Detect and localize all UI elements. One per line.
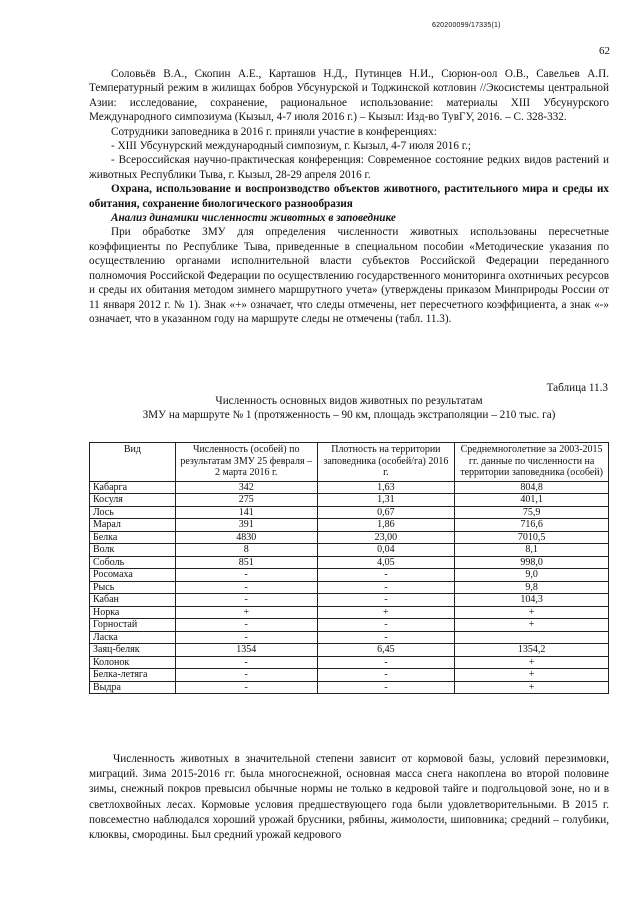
table-row: [90, 606, 609, 619]
cell-species: Норка: [90, 606, 176, 619]
methods-paragraph: При обработке ЗМУ для определения численности животных использованы пересчетные коэффициенты по Республике Тыва, приведенные в специальном пособии «Методические указания по осуществлению органами исполнительной власти субъектов Российской Федерации переданного полномочия Российской Федерации по осуществлению государственного мониторинга охотничьих ресурсов и среды их обитания методом зимнего маршрутного учета» (утверждены приказом Минприроды России от 11 января 2012 г. № 1). Знак «+» означает, что следы отмечены, нет пересчетного коэффициента, а знак «-» означает, что в указанном году на маршруте следы не отмечены (табл. 11.3).: [89, 226, 609, 325]
table-label: Таблица 11.3: [546, 382, 608, 394]
cell-average: 998,0: [455, 556, 609, 569]
cell-species: Белка: [90, 531, 176, 544]
cell-count: -: [175, 631, 317, 644]
cell-species: Марал: [90, 519, 176, 532]
conference-item-2: - Всероссийская научно-практическая конференция: Современное состояние редких видов растений и животных Республики Тыва, г. Кызыл, 28-29 апреля 2016 г.: [89, 154, 609, 181]
cell-average: 7010,5: [455, 531, 609, 544]
cell-count: 342: [175, 481, 317, 494]
cell-density: -: [317, 594, 455, 607]
cell-species: Соболь: [90, 556, 176, 569]
page-content: [89, 67, 609, 326]
table-body: [90, 481, 609, 694]
cell-count: -: [175, 669, 317, 682]
cell-density: 1,63: [317, 481, 455, 494]
cell-species: Белка-летяга: [90, 669, 176, 682]
cell-density: 1,86: [317, 519, 455, 532]
cell-average: [455, 631, 609, 644]
cell-average: 1354,2: [455, 644, 609, 657]
table-row: [90, 544, 609, 557]
cell-species: Кабан: [90, 594, 176, 607]
cell-count: 8: [175, 544, 317, 557]
bottom-text: [89, 752, 609, 843]
table-row: [90, 569, 609, 582]
cell-average: +: [455, 619, 609, 632]
cell-average: +: [455, 656, 609, 669]
cell-count: -: [175, 681, 317, 694]
cell-species: Колонок: [90, 656, 176, 669]
cell-density: -: [317, 569, 455, 582]
animal-population-table: [89, 442, 609, 694]
cell-average: 75,9: [455, 506, 609, 519]
cell-count: 275: [175, 494, 317, 507]
cell-density: 0,04: [317, 544, 455, 557]
cell-average: +: [455, 681, 609, 694]
cell-average: 8,1: [455, 544, 609, 557]
cell-average: 401,1: [455, 494, 609, 507]
header-count-2016: Численность (особей) по результатам ЗМУ 25 февраля – 2 марта 2016 г.: [175, 443, 317, 482]
cell-density: +: [317, 606, 455, 619]
cell-density: -: [317, 631, 455, 644]
cell-count: -: [175, 656, 317, 669]
table-row: [90, 681, 609, 694]
cell-count: 851: [175, 556, 317, 569]
cell-count: -: [175, 581, 317, 594]
table-row: [90, 669, 609, 682]
document-id: 620200099/17335(1): [432, 22, 501, 29]
cell-average: 104,3: [455, 594, 609, 607]
cell-species: Заяц-беляк: [90, 644, 176, 657]
cell-average: 716,6: [455, 519, 609, 532]
cell-species: Волк: [90, 544, 176, 557]
cell-count: -: [175, 619, 317, 632]
header-longterm-average: Среднемноголетние за 2003-2015 гг. данные по численности на территории заповедника (особей): [455, 443, 609, 482]
table-row: [90, 481, 609, 494]
cell-species: Лось: [90, 506, 176, 519]
table-row: [90, 594, 609, 607]
cell-species: Горностай: [90, 619, 176, 632]
table-row: [90, 506, 609, 519]
cell-average: 9,0: [455, 569, 609, 582]
cell-density: 1,31: [317, 494, 455, 507]
cell-count: -: [175, 594, 317, 607]
cell-count: -: [175, 569, 317, 582]
section-subheading: Анализ динамики численности животных в заповеднике: [111, 212, 396, 225]
cell-density: -: [317, 581, 455, 594]
cell-density: -: [317, 656, 455, 669]
cell-species: Кабарга: [90, 481, 176, 494]
table-header-row: [90, 443, 609, 482]
table-row: [90, 619, 609, 632]
table-row: [90, 631, 609, 644]
reference-paragraph: Соловьёв В.А., Скопин А.Е., Карташов Н.Д., Путинцев Н.И., Сюрюн-оол О.В., Савельев А.П. Температурный режим в жилищах бобров Убсунурской и Тоджинской котловин //Экосистемы центральной Азии: исследование, сохранение, рациональное использование: материалы XIII Убсунурского Международного симпозиума (Кызыл, 4-7 июля 2016 г.) – Кызыл: Изд-во ТувГУ, 2016. – С. 328-332.: [89, 68, 609, 124]
cell-species: Косуля: [90, 494, 176, 507]
table-row: [90, 581, 609, 594]
conference-item-1: - XIII Убсунурский международный симпозиум, г. Кызыл, 4-7 июля 2016 г.;: [111, 140, 471, 153]
cell-count: 4830: [175, 531, 317, 544]
population-factors-paragraph: Численность животных в значительной степени зависит от кормовой базы, условий перезимовки, миграций. Зима 2015-2016 гг. была многоснежной, основная масса снега накоплена во второй половине зимы, снежный покров превысил обычные нормы не только в кедровой тайге и подгольцовой зоне, но и в светлохвойных лесах. Кормовые условия предшествующего года были удовлетворительными. В 2015 г. повсеместно наблюдался хороший урожай брусники, рябины, жимолости, шиповника; средний – голубики, клюквы, смородины. Был средний урожай кедрового: [89, 753, 609, 842]
table-row: [90, 494, 609, 507]
cell-density: -: [317, 619, 455, 632]
table-row: [90, 556, 609, 569]
table-caption: [89, 394, 609, 422]
table-row: [90, 656, 609, 669]
cell-count: 391: [175, 519, 317, 532]
cell-density: 0,67: [317, 506, 455, 519]
cell-species: Рысь: [90, 581, 176, 594]
cell-density: 4,05: [317, 556, 455, 569]
cell-average: +: [455, 669, 609, 682]
cell-density: -: [317, 669, 455, 682]
header-species: Вид: [90, 443, 176, 482]
cell-count: +: [175, 606, 317, 619]
header-density-2016: Плотность на территории заповедника (особей/га) 2016 г.: [317, 443, 455, 482]
page-number: 62: [599, 45, 610, 57]
cell-species: Ласка: [90, 631, 176, 644]
table-caption-line-1: Численность основных видов животных по результатам: [215, 395, 483, 407]
table-row: [90, 519, 609, 532]
section-heading: Охрана, использование и воспроизводство объектов животного, растительного мира и среды их обитания, сохранение биологического разнообразия: [89, 183, 609, 210]
table-caption-line-2: ЗМУ на маршруте № 1 (протяженность – 90 км, площадь экстраполяции – 210 тыс. га): [142, 409, 556, 421]
cell-average: +: [455, 606, 609, 619]
cell-average: 9,8: [455, 581, 609, 594]
cell-density: 23,00: [317, 531, 455, 544]
cell-species: Росомаха: [90, 569, 176, 582]
cell-species: Выдра: [90, 681, 176, 694]
cell-density: -: [317, 681, 455, 694]
cell-count: 1354: [175, 644, 317, 657]
table-row: [90, 644, 609, 657]
cell-density: 6,45: [317, 644, 455, 657]
cell-average: 804,8: [455, 481, 609, 494]
conferences-intro: Сотрудники заповедника в 2016 г. приняли участие в конференциях:: [111, 125, 437, 138]
table-row: [90, 531, 609, 544]
cell-count: 141: [175, 506, 317, 519]
